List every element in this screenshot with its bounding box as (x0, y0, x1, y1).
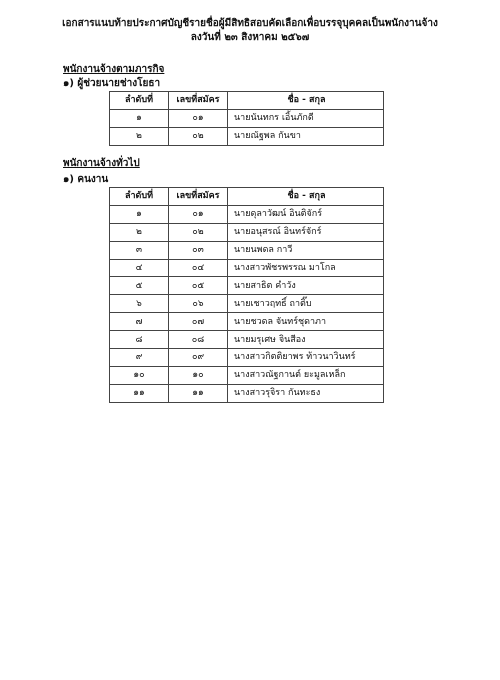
table-header-row (110, 92, 384, 110)
order-cell: ๓ (110, 241, 169, 259)
table-row (110, 241, 384, 259)
column-header-order: ลำดับที่ (110, 188, 169, 206)
full-name-cell: นางสาวกิตติยาพร ท้าวนาวินทร์ (228, 349, 384, 367)
candidate-table-general-staff (109, 187, 384, 403)
table-row (110, 277, 384, 295)
full-name-cell: นายนันทกร เอิ้นภักดี (228, 109, 384, 127)
full-name-cell: นายนพดล กาวี (228, 241, 384, 259)
full-name-cell: นางสาวพัชรพรรณ มาโกล (228, 259, 384, 277)
section-heading-general-staff: พนักงานจ้างทั่วไป (63, 158, 140, 169)
order-cell: ๑ (110, 109, 169, 127)
table-header-row (110, 188, 384, 206)
application-no-cell: ๐๗ (169, 313, 228, 331)
full-name-cell: นายชวดล จันทร์ชุดาภา (228, 313, 384, 331)
order-cell: ๑๑ (110, 384, 169, 402)
application-no-cell: ๐๑ (169, 109, 228, 127)
table-row (110, 109, 384, 127)
full-name-cell: นายมรุเศษ จินสีอง (228, 331, 384, 349)
table-row (110, 331, 384, 349)
full-name-cell: นายเชาวฤทธิ์ ถาติ๊บ (228, 295, 384, 313)
order-cell: ๔ (110, 259, 169, 277)
order-cell: ๘ (110, 331, 169, 349)
full-name-cell: นางสาวณัฐกานต์ ยะมูลเหล็ก (228, 366, 384, 384)
position-title-civil-technician-assistant: ๑) ผู้ช่วยนายช่างโยธา (63, 78, 161, 89)
table-row (110, 127, 384, 145)
order-cell: ๑ (110, 205, 169, 223)
application-no-cell: ๐๑ (169, 205, 228, 223)
table-row (110, 259, 384, 277)
full-name-cell: นายอนุสรณ์ อินทร์จักร์ (228, 223, 384, 241)
table-row (110, 349, 384, 367)
table-row (110, 313, 384, 331)
application-no-cell: ๐๔ (169, 259, 228, 277)
order-cell: ๗ (110, 313, 169, 331)
order-cell: ๕ (110, 277, 169, 295)
column-header-order: ลำดับที่ (110, 92, 169, 110)
application-no-cell: ๐๕ (169, 277, 228, 295)
candidate-table-mission-staff (109, 91, 384, 146)
order-cell: ๖ (110, 295, 169, 313)
column-header-full-name: ชื่อ - สกุล (228, 92, 384, 110)
column-header-application-no: เลขที่สมัคร (169, 92, 228, 110)
table-row (110, 223, 384, 241)
column-header-application-no: เลขที่สมัคร (169, 188, 228, 206)
position-title-worker: ๑) คนงาน (63, 174, 109, 185)
order-cell: ๒ (110, 127, 169, 145)
document-date: ลงวันที่ ๒๓ สิงหาคม ๒๕๖๗ (190, 32, 310, 43)
table-row (110, 295, 384, 313)
table-row (110, 384, 384, 402)
order-cell: ๑๐ (110, 366, 169, 384)
table-row (110, 366, 384, 384)
full-name-cell: นายสาธิต คำวัง (228, 277, 384, 295)
order-cell: ๒ (110, 223, 169, 241)
application-no-cell: ๐๘ (169, 331, 228, 349)
full-name-cell: นางสาวรุจิรา กันทะธง (228, 384, 384, 402)
application-no-cell: ๐๒ (169, 127, 228, 145)
section-heading-mission-staff: พนักงานจ้างตามภารกิจ (63, 64, 165, 75)
application-no-cell: ๐๒ (169, 223, 228, 241)
application-no-cell: ๑๐ (169, 366, 228, 384)
application-no-cell: ๑๑ (169, 384, 228, 402)
column-header-full-name: ชื่อ - สกุล (228, 188, 384, 206)
application-no-cell: ๐๙ (169, 349, 228, 367)
order-cell: ๙ (110, 349, 169, 367)
full-name-cell: นายดุลาวัฒน์ อินติจักร์ (228, 205, 384, 223)
document-title: เอกสารแนบท้ายประกาศบัญชีรายชื่อผู้มีสิทธิสอบคัดเลือกเพื่อบรรจุบุคคลเป็นพนักงานจ้าง (62, 18, 438, 29)
application-no-cell: ๐๖ (169, 295, 228, 313)
application-no-cell: ๐๓ (169, 241, 228, 259)
full-name-cell: นายณัฐพล กันขา (228, 127, 384, 145)
table-row (110, 205, 384, 223)
